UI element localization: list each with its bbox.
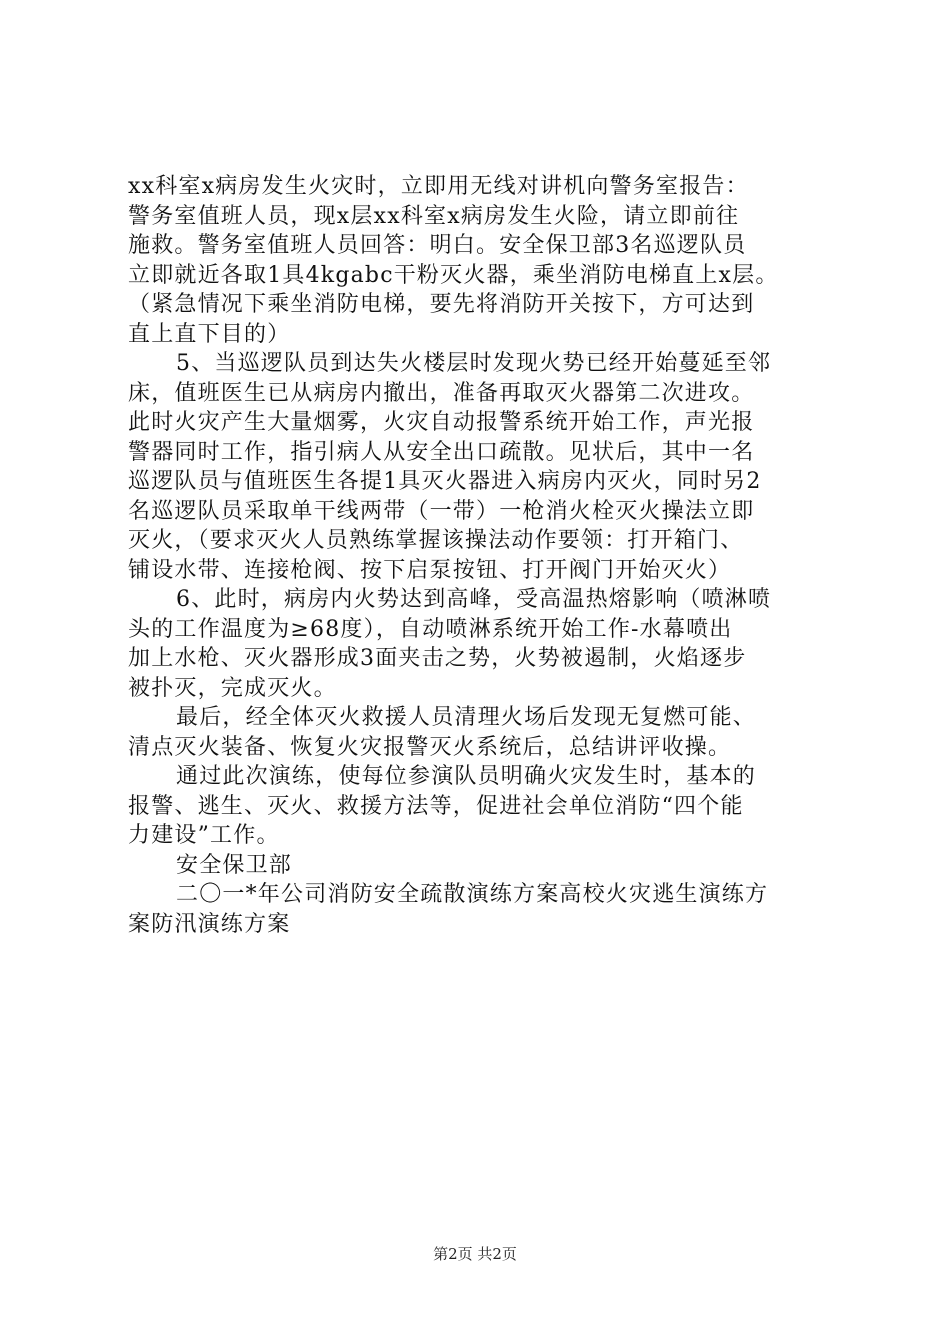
paragraph-start-line: 二〇一*年公司消防安全疏散演练方案高校火灾逃生演练方 (176, 882, 769, 907)
text-line: 清点灭火装备、恢复火灾报警灭火系统后，总结讲评收操。 (128, 734, 732, 760)
text-line: 床，值班医生已从病房内撤出，准备再取灭火器第二次进攻。 (128, 380, 755, 406)
text-line: xx科室x病房发生火灾时，立即用无线对讲机向警务室报告： (128, 174, 749, 199)
text-line: 案防汛演练方案 (128, 911, 291, 937)
text-line: 灭火，（要求灭火人员熟练掌握该操法动作要领：打开箱门、 (128, 528, 744, 553)
text-line: 力建设”工作。 (128, 823, 280, 848)
paragraph-start-line: 通过此次演练，使每位参演队员明确火灾发生时，基本的 (176, 764, 757, 789)
paragraph-start-line: 最后，经全体灭火救援人员清理火场后发现无复燃可能、 (176, 705, 757, 730)
text-line: （紧急情况下乘坐消防电梯，要先将消防开关按下，方可达到 (128, 292, 755, 317)
paragraph-start-line: 6、此时，病房内火势达到高峰，受高温热熔影响（喷淋喷 (176, 587, 772, 612)
document-body (128, 172, 848, 939)
text-line: 直上直下目的） (128, 321, 291, 347)
text-line: 名巡逻队员采取单干线两带（一带）一枪消火栓灭火操法立即 (128, 498, 755, 524)
page-number-footer: 第2页 共2页 (433, 1245, 517, 1263)
text-line: 警器同时工作，指引病人从安全出口疏散。见状后，其中一名 (128, 439, 755, 465)
text-line: 加上水枪、灭火器形成3面夹击之势，火势被遏制，火焰逐步 (128, 646, 747, 671)
paragraph-start-line: 5、当巡逻队员到达失火楼层时发现火势已经开始蔓延至邻 (176, 351, 772, 376)
text-line: 立即就近各取1具4kgabc干粉灭火器，乘坐消防电梯直上x层。 (128, 262, 779, 288)
text-line: 警务室值班人员，现x层xx科室x病房发生火险，请立即前往 (128, 203, 740, 229)
text-line: 报警、逃生、灭火、救援方法等，促进社会单位消防“四个能 (128, 793, 744, 819)
text-line: 此时火灾产生大量烟雾，火灾自动报警系统开始工作，声光报 (128, 410, 755, 435)
text-line: 巡逻队员与值班医生各提1具灭火器进入病房内灭火，同时另2 (128, 469, 762, 494)
signature-department: 安全保卫部 (176, 852, 293, 878)
text-line: 施救。警务室值班人员回答：明白。安全保卫部3名巡逻队员 (128, 233, 747, 258)
text-line: 铺设水带、连接枪阀、按下启泵按钮、打开阀门开始灭火） (128, 557, 732, 583)
text-line: 被扑灭，完成灭火。 (128, 675, 337, 701)
text-line: 头的工作温度为≥68度），自动喷淋系统开始工作-水幕喷出 (128, 616, 733, 642)
